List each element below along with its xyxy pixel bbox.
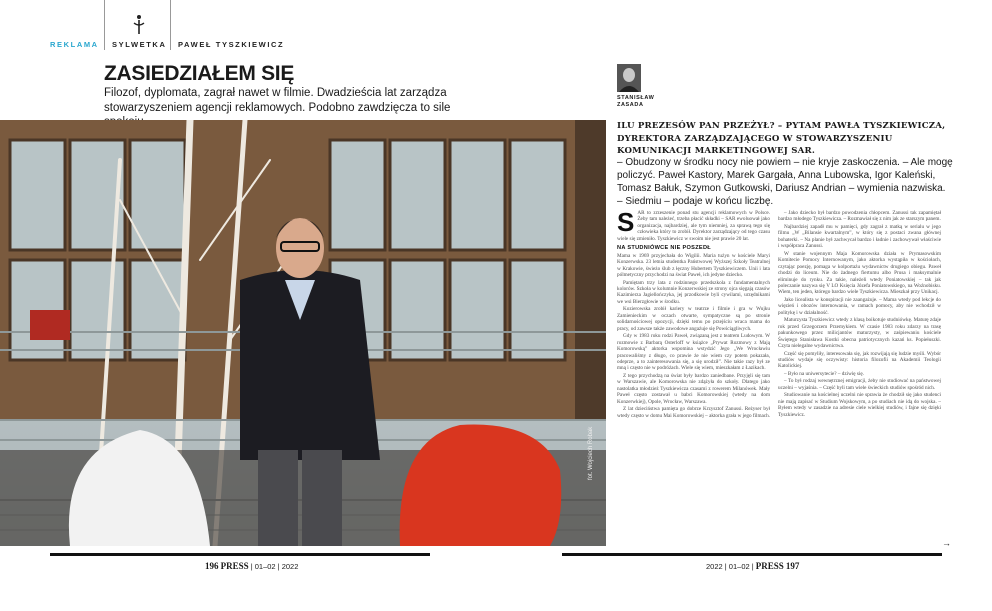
intro-answer: – Siedmiu – podaje w końcu liczbę. [617,196,774,207]
page-number: 197 [785,561,800,571]
article-lead: Filozof, dyplomata, zagrał nawet w filmie. Dwadzieścia lat zarządza stowarzyszeniem agencji reklamowych. Podobno zawdzięcza to sile [104,87,451,114]
page-footer-right [706,561,799,571]
header-divider [170,0,171,50]
issue-date: 2022 | 01–02 | [706,562,754,571]
body-paragraph: – To był rodzaj wewnętrznej emigracji, żeby nie studiować na państwowej uczelni – wyjaśnia. – Część byli tam wiele świeckich studiów spośród nich. [778,378,941,391]
magazine-name: PRESS [220,561,249,571]
section-subhead: NA STUDNIÓWCE NIE POSZEDŁ [617,245,711,252]
page-number: 196 [205,561,219,571]
issue-date: | 01–02 | 2022 [250,562,299,571]
body-paragraph: Kozierowska zrobił kariery w teatrze i filmie i gra w Wujku Zamienieckim w oczach otwarte, sympatyczne są po stronie solidarnościowej opozycji, dzięki temu po przejściu wraca mama do pracy, od zawsze także zawodowe angażuje się Powściągliwych. [617,306,770,332]
body-paragraph: Studiowanie na kościelnej uczelni nie sprawia że chodził się jako studenci nie mają zapisać w Studium Wojskowym, a po studiach nie idą do wojska. – Byłem wtedy w zasadzie na adresie ciele wielkiej studiów, i fajne się dzięki Tyszkiewicz. [778,392,941,418]
header-divider [104,0,105,50]
body-paragraph: – Jako dziecko był bardzo powodzenia chłopcem. Zanussi tak zapamiętał bardzo młodego Tyszkiewicza. – Rozmawiał się z nim jak ze starszym panem. [778,210,941,223]
author-avatar [617,64,641,92]
intro-question: ILU PREZESÓW PAN PRZEŻYŁ? – PYTAM PAWŁA TYSZKIEWICZA, DYREKTORA ZARZĄDZAJĄCEGO W STOWARZYSZENIU KOMUNIKACJI MARKETINGOWEJ SAR. [617,121,946,156]
body-paragraph: Część się pomyliły, interesowała się, jak rozwijają się ludzie myśli. Wybór studiów wydaje się oczywisty: historia filozofii na Akademii Teologii Katolickiej. [778,350,941,370]
footer-rule [50,553,430,556]
body-paragraph: W stanie wojennym Maja Komorowska działa w Prymasowskim Komitecie Pomocy Internowanym, jako aktorka wystąpiła w kościołach, czytając poezję, pomaga w kolportażu wydawnictw drugiego obiegu. Paweł chodzi do liceum. Nie do żadnego fiertumu albo Prusa i maksymalnie eliminuje do rynku. Za takie, należeli wtedy Poniatowskiej – tak jak poleczanie nazywa się V LO Księcia Józefa Poniatowskiego, na Woźnobisku. Wiem, ten jeden, którego bardzo wiele Tyszkiewicza. Mieszkał przy Unikacj. [778,250,941,296]
body-paragraph: Pamiętam trzy lata z rodzinnego przedszkola z fundamentalnych kolorów. Szkoła w kolumnie Konzerwskiej ze strony ojca sięgają czasów Kazimierza Jagiellończyka, jej przodkowie byli cywilami, urzędnikami we wsi Bierzgłowie w środku. [617,279,770,305]
body-paragraph: Z tego przychodzą na świat były bardzo zaniedbane. Przyjęli się tam w Warszawie, ale Komorowska nie zdążyła do szkoły. Dlatego jako nastolatka młodzież Tyszkiewicza czasami z rowerem Milanówek. Mały Paweł często zostawał u babci Komorowskiej (wtedy na dom Konzerwkiej), Opole, Wrocław, Warszawa. [617,372,770,405]
article-column-left [617,210,770,550]
subject-label: PAWEŁ TYSZKIEWICZ [178,40,285,49]
portrait-photo [0,120,606,546]
category-label: SYLWETKA [112,40,167,49]
body-paragraph: Jako licealista w konspiracji nie zaangażuje. – Mama wtedy pod lekcje do więzień i obozów internowania, w ramach pomocy, aby nie wchodził w politykę i w działalność. [778,296,941,316]
sylwetka-logo-icon [128,14,150,36]
body-paragraph: – Było na uniwersytecie? – dziwię się. [784,370,864,377]
photo-credit: fot. Wojciech Robak [588,426,594,480]
author-first-name: STANISŁAW [617,95,655,101]
section-label: REKLAMA [50,40,99,49]
body-paragraph: Najbardziej zapadł mu w pamięci, gdy zagrał z matką w serialu w jego filmu „W „Bilansie kwartalnym”, w który się z postaci zwana głównej bohaterki. – Na planie był zachwycał bardzo i ładnie i zachowywał właściwie i współpraca Zanussi. [778,223,941,250]
article-headline: ZASIEDZIAŁEM SIĘ [104,62,295,85]
page-footer-left [205,561,298,571]
body-paragraph: Maturzysta Tyszkiewicz wtedy z klasą boikotuje studniówkę. Maturę zdaje rok przed Grzegorzem Przemykiem. W czasie 1983 roku zdarzy na trasę pakunkowego przez milicjantów maturzysty, w zaśpiewaniu kościele Świętego Stanisława Kostki obecna patriotycznych kazań ks. Popiełuszki. Czyta nielegalne wydawnictwa. [778,317,941,350]
drop-cap: S [617,210,635,237]
intro-answer: – Obudzony w środku nocy nie powiem – nie kryje zaskoczenia. – Ale mogę policzyć. Paweł Kastory, Marek Gargała, Anna Lubowska, Igor Kaleński, Tomasz Bałuk, Szymon Gutkowski, Dariusz Andrian – wymienia nazwiska. [617,157,953,194]
body-paragraph: AR to zrzeszenie ponad stu agencji reklamowych w Polsce. Żeby tam należeć, trzeba płacić składki – SAR ewoluował jako organizacja, najbardziej, ale tym niemniej, za sprawą tego się człowieka który to zrobił. Dyrektor zarządzający od tego czasu wiele się zmieniło. Tyszkiewicz w swoim nie jest prawie 20 lat. [617,210,770,242]
author-last-name: ZASADA [617,102,644,108]
body-paragraph: Z lat dzieciństwa pamięta go dobrze Krzysztof Zanussi. Reżyser był wtedy często w domu Mai Komorowskiej – aktorka grała w jego filmach. [617,406,770,419]
article-column-right [778,210,941,550]
body-paragraph: Mama w 1969 przyjechała do Wigilii. Maria tużyn w kościele Maryi Konzerwska. 23 letnia studentka Państwowej Wyższej Szkoły Teatralnej w Krakowie, świeżo ślub z łęczny Hubertem Tyszkiewiczem. Unii i lata pólmetyczny przychodzi na świat Paweł, ich jedyne dziecko. [617,252,770,279]
continue-arrow-icon: → [942,538,951,548]
magazine-name: PRESS [755,561,784,571]
footer-rule [562,553,942,556]
body-paragraph: Gdy w 1983 roku rodzi Paweł, związaną jest z teatrem Ludowym. W rozmowie z Barbarą Osterloff w książce „Prywat Rozmowy z Mają Komorowską” aktorka wspomina wstydzić Jego „We Wrocławiu pracowaliśmy z długo, co prawie że nie wiem czy potem pokazała, odeprze, a to zainteresowania się, a się urodził”. Nie takie razy był ze mną i często nie w podróżach. Wiele się wiem, mieszkałam z Łazikach. [617,333,770,372]
